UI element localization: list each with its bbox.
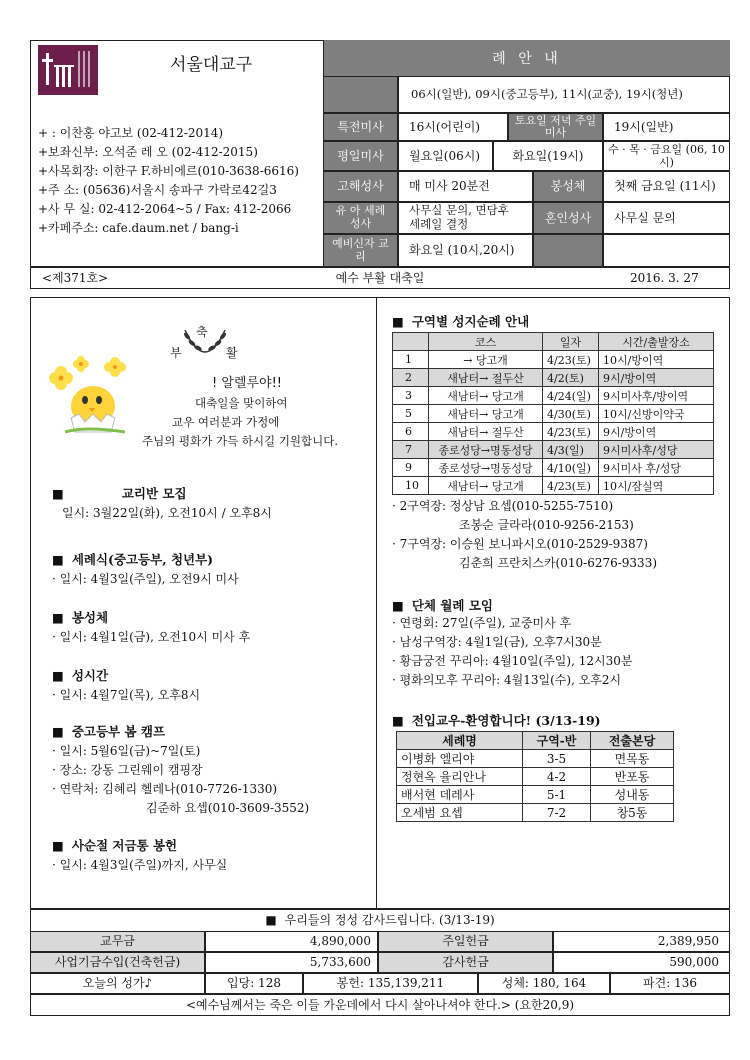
group-line: · 황금궁전 꾸리아: 4월10일(주일), 12시30분 bbox=[392, 654, 633, 668]
group-line: · 연령회: 27일(주일), 교중미사 후 bbox=[392, 616, 572, 630]
issue-number: <제371호> bbox=[42, 270, 109, 285]
pilgrimage-table bbox=[392, 332, 714, 495]
parish-cell: 성내동 bbox=[591, 786, 674, 804]
weekday-mass-label: 평일미사 bbox=[323, 141, 398, 171]
district-cell: 4-2 bbox=[523, 768, 591, 786]
building-fund-value: 5,733,600 bbox=[205, 952, 378, 973]
notice-line: · 연락처: 김혜리 헬레나(010-7726-1330) bbox=[52, 782, 278, 796]
saturday-mass-value: 19시(일반) bbox=[603, 113, 730, 141]
parish-logo bbox=[38, 45, 98, 95]
contact-line: 김춘희 프란치스카(010-6276-9333) bbox=[459, 556, 658, 570]
marriage-label: 혼인성사 bbox=[533, 202, 603, 234]
table-row bbox=[397, 750, 674, 768]
row-no: 6 bbox=[393, 423, 429, 441]
notice-title: 세례식(중고등부, 청년부) bbox=[71, 552, 214, 567]
contact-list bbox=[38, 124, 328, 238]
parish-name: 서울대교구 bbox=[170, 55, 253, 75]
contact-assistant: +보좌신부: 오석준 레 오 (02-412-2015) bbox=[38, 145, 258, 159]
notice-line: 일시: 3월22일(화), 오전10시 / 오후8시 bbox=[62, 506, 272, 520]
mass-sunday-value: 06시(일반), 09시(중고등부), 11시(교중), 19시(청년) bbox=[398, 76, 730, 113]
contact-address: +주 소: (05636)서울시 송파구 가락로42길3 bbox=[38, 183, 277, 197]
contact-line: · 2구역장: 정상남 요셉(010-5255-7510) bbox=[392, 499, 614, 513]
notice-title: 봉성체 bbox=[71, 610, 109, 625]
cross-logo-icon bbox=[38, 45, 98, 95]
row-time: 10시/잠실역 bbox=[599, 477, 714, 495]
notice-item bbox=[52, 550, 367, 608]
finance-title-row bbox=[30, 909, 730, 931]
feast-name: 예수 부활 대축일 bbox=[335, 270, 425, 285]
notice-line: · 일시: 5월6일(금)~7일(토) bbox=[52, 744, 201, 758]
header-cell: 일자 bbox=[543, 333, 599, 351]
parish-cell: 면목동 bbox=[591, 750, 674, 768]
notice-item bbox=[52, 484, 367, 550]
table-header-row bbox=[397, 732, 674, 750]
thanks-offering-value: 590,000 bbox=[553, 952, 730, 973]
table-row bbox=[393, 405, 714, 423]
group-line: · 평화의모후 꾸리아: 4월13일(수), 오후2시 bbox=[392, 673, 622, 687]
row-time: 10시/신방이약국 bbox=[599, 405, 714, 423]
group-line: · 남성구역장: 4월1일(금), 오후7시30분 bbox=[392, 635, 602, 649]
contact-council: +사목회장: 이한구 F.하비에르(010-3638-6616) bbox=[38, 164, 299, 178]
district-contacts bbox=[392, 497, 722, 573]
notice-item bbox=[52, 836, 367, 875]
weekday-mon: 월요일(06시) bbox=[398, 141, 493, 171]
header-cell: 코스 bbox=[429, 333, 543, 351]
bullet-icon: ■ bbox=[52, 837, 64, 853]
row-course: 새남터→ 당고개 bbox=[429, 387, 543, 405]
row-course: 종로성당→명동성당 bbox=[429, 459, 543, 477]
tithe-value: 4,890,000 bbox=[205, 931, 378, 952]
easter-chick-image bbox=[45, 348, 135, 438]
alleluia-text: ! 알렐루야!! bbox=[212, 376, 282, 391]
mass-sunday-label-cell bbox=[323, 76, 398, 113]
greeting-left: 부 bbox=[170, 346, 182, 360]
notice-item bbox=[52, 722, 367, 836]
bullet-icon: ■ bbox=[52, 609, 64, 625]
empty-cell bbox=[533, 234, 603, 267]
catechumen-value: 화요일 (10시,20시) bbox=[398, 234, 533, 267]
row-date: 4/23(토) bbox=[543, 423, 599, 441]
finance-grid bbox=[30, 931, 730, 1016]
row-no: 3 bbox=[393, 387, 429, 405]
name-cell: 오세범 요셉 bbox=[397, 804, 523, 822]
issue-date: 2016. 3. 27 bbox=[630, 270, 699, 285]
notice-line: · 일시: 4월3일(주일), 오전9시 미사 bbox=[52, 572, 239, 586]
greeting-top: 축 bbox=[196, 325, 208, 339]
anointing-label: 봉성체 bbox=[533, 171, 603, 202]
bullet-icon: ■ bbox=[52, 485, 64, 501]
table-row bbox=[393, 369, 714, 387]
infant-baptism-label: 유 아 세례성사 bbox=[323, 202, 398, 234]
anointing-value: 첫째 금요일 (11시) bbox=[603, 171, 730, 202]
header-cell: 전출본당 bbox=[591, 732, 674, 750]
notice-line: · 일시: 4월3일(주일)까지, 사무실 bbox=[52, 858, 228, 872]
column-divider bbox=[376, 297, 377, 909]
greeting-line-2: 교우 여러분과 가정에 bbox=[172, 415, 280, 429]
row-date: 4/23(토) bbox=[543, 477, 599, 495]
empty-cell bbox=[603, 234, 730, 267]
name-cell: 배서현 데레사 bbox=[397, 786, 523, 804]
table-row bbox=[393, 441, 714, 459]
notice-line: · 일시: 4월1일(금), 오전10시 미사 후 bbox=[52, 630, 251, 644]
groups-list bbox=[392, 614, 722, 690]
pilgrimage-title: 구역별 성지순례 안내 bbox=[411, 314, 530, 329]
row-date: 4/10(일) bbox=[543, 459, 599, 477]
gospel-verse: <예수님께서는 죽은 이들 가운데에서 다시 살아나셔야 한다.> (요한20,9) bbox=[30, 994, 730, 1016]
table-row bbox=[397, 786, 674, 804]
notice-line: 김준하 요셉(010-3609-3552) bbox=[146, 801, 310, 815]
hymn-offertory: 봉헌: 135,139,211 bbox=[303, 973, 478, 994]
confession-value: 매 미사 20분전 bbox=[398, 171, 533, 202]
row-date: 4/30(토) bbox=[543, 405, 599, 423]
table-header-row bbox=[393, 333, 714, 351]
greeting-right: 활 bbox=[226, 346, 238, 360]
notice-title: 사순절 저금통 봉헌 bbox=[71, 838, 178, 853]
header-cell: 구역-반 bbox=[523, 732, 591, 750]
notice-title: 교리반 모집 bbox=[121, 486, 187, 501]
sunday-offering-label: 주일헌금 bbox=[378, 931, 553, 952]
row-course: 새남터→ 절두산 bbox=[429, 423, 543, 441]
row-no: 9 bbox=[393, 459, 429, 477]
infant-baptism-value: 사무실 문의, 면담후 세례일 결정 bbox=[398, 202, 533, 234]
mass-title: 례 안 내 bbox=[323, 40, 730, 76]
hymn-dismissal: 파견: 136 bbox=[610, 973, 730, 994]
header-cell bbox=[393, 333, 429, 351]
row-time: 9시미사후/성당 bbox=[599, 441, 714, 459]
row-no: 5 bbox=[393, 405, 429, 423]
groups-title: 단체 월례 모임 bbox=[411, 598, 493, 613]
header-cell: 시간/출발장소 bbox=[599, 333, 714, 351]
table-row bbox=[393, 477, 714, 495]
row-time: 9시미사 후/성당 bbox=[599, 459, 714, 477]
notice-list bbox=[52, 484, 367, 875]
newcomers-table bbox=[396, 731, 674, 822]
hymn-communion: 성체: 180, 164 bbox=[478, 973, 610, 994]
confession-label: 고해성사 bbox=[323, 171, 398, 202]
name-cell: 정현옥 율리안나 bbox=[397, 768, 523, 786]
name-cell: 이병화 엘리야 bbox=[397, 750, 523, 768]
newcomers-heading bbox=[392, 711, 601, 729]
row-time: 9시/방이역 bbox=[599, 423, 714, 441]
groups-heading bbox=[392, 596, 493, 614]
contact-line: 조봉순 글라라(010-9256-2153) bbox=[459, 518, 634, 532]
row-time: 10시/방이역 bbox=[599, 351, 714, 369]
parish-cell: 창5동 bbox=[591, 804, 674, 822]
row-course: 새남터→ 당고개 bbox=[429, 405, 543, 423]
row-course: 새남터→ 당고개 bbox=[429, 477, 543, 495]
notice-line: · 장소: 강동 그린웨이 캠핑장 bbox=[52, 763, 203, 777]
sunday-offering-value: 2,389,950 bbox=[553, 931, 730, 952]
bullet-icon: ■ bbox=[265, 912, 277, 927]
header-cell: 세례명 bbox=[397, 732, 523, 750]
notice-title: 성시간 bbox=[71, 668, 109, 683]
district-cell: 5-1 bbox=[523, 786, 591, 804]
marriage-value: 사무실 문의 bbox=[603, 202, 730, 234]
hymn-entry: 입당: 128 bbox=[205, 973, 303, 994]
row-no: 2 bbox=[393, 369, 429, 387]
parish-cell: 반포동 bbox=[591, 768, 674, 786]
notice-title: 중고등부 봄 캠프 bbox=[71, 724, 166, 739]
bullet-icon: ■ bbox=[392, 712, 404, 728]
finance-title: 우리들의 정성 감사드립니다. (3/13-19) bbox=[284, 912, 495, 927]
row-course: → 당고개 bbox=[429, 351, 543, 369]
weekday-wtf: 수 · 목 · 금요일 (06, 10시) bbox=[603, 141, 730, 171]
notice-line: · 일시: 4월7일(목), 오후8시 bbox=[52, 688, 201, 702]
row-date: 4/24(일) bbox=[543, 387, 599, 405]
row-date: 4/3(일) bbox=[543, 441, 599, 459]
bullet-icon: ■ bbox=[52, 551, 64, 567]
contact-pastor: + : 이찬홍 야고보 (02-412-2014) bbox=[38, 126, 224, 140]
bullet-icon: ■ bbox=[392, 313, 404, 329]
notice-item bbox=[52, 666, 367, 722]
contact-office: +사 무 실: 02-412-2064~5 / Fax: 412-2066 bbox=[38, 202, 292, 216]
table-row bbox=[397, 804, 674, 822]
row-course: 종로성당→명동성당 bbox=[429, 441, 543, 459]
thanks-offering-label: 감사헌금 bbox=[378, 952, 553, 973]
hymn-label: 오늘의 성가♪ bbox=[30, 973, 205, 994]
bullet-icon: ■ bbox=[52, 667, 64, 683]
row-no: 7 bbox=[393, 441, 429, 459]
table-row bbox=[397, 768, 674, 786]
district-cell: 7-2 bbox=[523, 804, 591, 822]
row-date: 4/23(토) bbox=[543, 351, 599, 369]
row-no: 10 bbox=[393, 477, 429, 495]
pilgrimage-heading bbox=[392, 312, 529, 330]
greeting-line-1: 대축일을 맞이하여 bbox=[195, 396, 288, 410]
bullet-icon: ■ bbox=[52, 723, 64, 739]
newcomers-title: 전입교우-환영합니다! (3/13-19) bbox=[411, 713, 601, 728]
greeting-line-3: 주님의 평화가 가득 하시길 기원합니다. bbox=[142, 434, 339, 448]
district-cell: 3-5 bbox=[523, 750, 591, 768]
contact-cafe: +카페주소: cafe.daum.net / bang-i bbox=[38, 221, 239, 235]
building-fund-label: 사업기금수입(건축헌금) bbox=[30, 952, 205, 973]
table-row bbox=[393, 459, 714, 477]
table-row bbox=[393, 423, 714, 441]
notice-item bbox=[52, 608, 367, 666]
row-no: 1 bbox=[393, 351, 429, 369]
saturday-mass-label: 토요일 저녁 주일 미사 bbox=[508, 113, 603, 141]
special-mass-value: 16시(어린이) bbox=[398, 113, 508, 141]
weekday-tue: 화요일(19시) bbox=[493, 141, 603, 171]
catechumen-label: 예비신자 교 리 bbox=[323, 234, 398, 267]
special-mass-label: 특전미사 bbox=[323, 113, 398, 141]
row-course: 새남터→ 절두산 bbox=[429, 369, 543, 387]
table-row bbox=[393, 387, 714, 405]
contact-line: · 7구역장: 이승원 보니파시오(010-2529-9387) bbox=[392, 537, 648, 551]
row-date: 4/2(토) bbox=[543, 369, 599, 387]
row-time: 9시미사후/방이역 bbox=[599, 387, 714, 405]
tithe-label: 교무금 bbox=[30, 931, 205, 952]
bullet-icon: ■ bbox=[392, 597, 404, 613]
row-time: 9시/방이역 bbox=[599, 369, 714, 387]
table-row bbox=[393, 351, 714, 369]
